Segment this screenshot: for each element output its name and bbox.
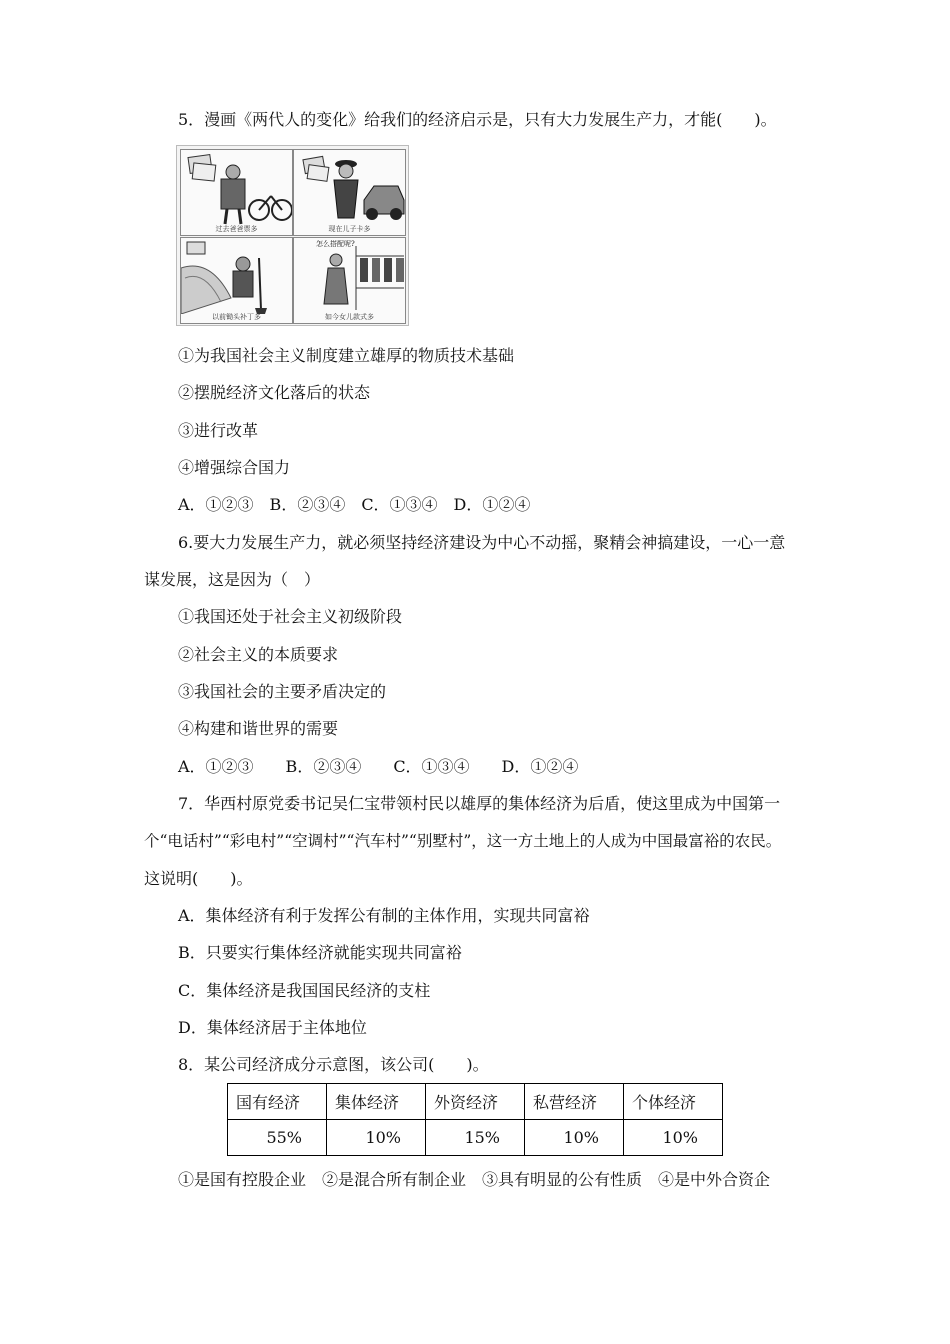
table-value-cell: 10% [327,1120,426,1156]
q6-option-1: ①我国还处于社会主义初级阶段 [178,607,403,626]
q5-option-2: ②摆脱经济文化落后的状态 [178,383,371,402]
table-header-cell: 国有经济 [228,1084,327,1120]
q6-option-4: ④构建和谐世界的需要 [178,719,339,738]
q7-option-c: C．集体经济是我国国民经济的支柱 [178,981,431,1000]
q7-option-d: D．集体经济居于主体地位 [178,1018,367,1037]
q5-answers: A．①②③ B．②③④ C．①③④ D．①②④ [178,495,531,514]
cartoon-panel-1 [180,149,293,236]
q6-answers: A．①②③ B．②③④ C．①③④ D．①②④ [178,757,579,776]
q5-stem: 5．漫画《两代人的变化》给我们的经济启示是，只有大力发展生产力，才能( )。 [178,110,777,129]
q6-option-2: ②社会主义的本质要求 [178,645,339,664]
table-value-row [228,1120,723,1156]
cartoon-two-generations [176,145,409,326]
cartoon-caption-3: 以前锄头补丁多 [212,313,261,321]
cartoon-caption-2: 现在儿子卡多 [328,225,371,233]
q5-option-1: ①为我国社会主义制度建立雄厚的物质技术基础 [178,346,515,365]
q8-stem: 8．某公司经济成分示意图，该公司( )。 [178,1055,489,1074]
table-header-cell: 集体经济 [327,1084,426,1120]
cartoon-panel-4 [293,237,406,324]
cartoon-hoe-drawing [181,238,292,314]
q7-stem-line-2: 个“电话村”“彩电村”“空调村”“汽车村”“别墅村”，这一方土地上的人成为中国最富裕的农民。 [144,832,782,850]
q6-stem-line-1: 6.要大力发展生产力，就必须坚持经济建设为中心不动摇，聚精会神搞建设，一心一意 [178,533,786,552]
table-value-cell: 10% [624,1120,723,1156]
table-header-cell: 外资经济 [426,1084,525,1120]
table-header-cell: 个体经济 [624,1084,723,1120]
q6-option-3: ③我国社会的主要矛盾决定的 [178,682,387,701]
cartoon-panel-3 [180,237,293,324]
cartoon-clothes-drawing [294,238,405,314]
table-value-cell: 10% [525,1120,624,1156]
cartoon-speech-bubble: 怎么搭配呢? [316,240,355,248]
table-value-cell: 55% [228,1120,327,1156]
q8-options: ①是国有控股企业 ②是混合所有制企业 ③具有明显的公有性质 ④是中外合资企 [178,1170,771,1189]
q5-option-3: ③进行改革 [178,421,259,440]
cartoon-father-tickets-drawing [181,150,292,226]
cartoon-caption-1: 过去爸爸票多 [215,225,258,233]
table-header-cell: 私营经济 [525,1084,624,1120]
q5-option-4: ④增强综合国力 [178,458,291,477]
q7-option-b: B．只要实行集体经济就能实现共同富裕 [178,943,462,962]
cartoon-panel-2 [293,149,406,236]
cartoon-caption-4: 如今女儿款式多 [325,313,374,321]
table-header-row [228,1084,723,1120]
cartoon-son-cards-drawing [294,150,405,226]
q7-option-a: A．集体经济有利于发挥公有制的主体作用，实现共同富裕 [178,906,590,925]
q7-stem-line-3: 这说明( )。 [144,869,253,888]
q6-stem-line-2: 谋发展，这是因为（ ） [144,570,321,589]
table-value-cell: 15% [426,1120,525,1156]
q7-stem-line-1: 7．华西村原党委书记吴仁宝带领村民以雄厚的集体经济为后盾，使这里成为中国第一 [178,794,781,813]
economy-composition-table [227,1083,723,1156]
